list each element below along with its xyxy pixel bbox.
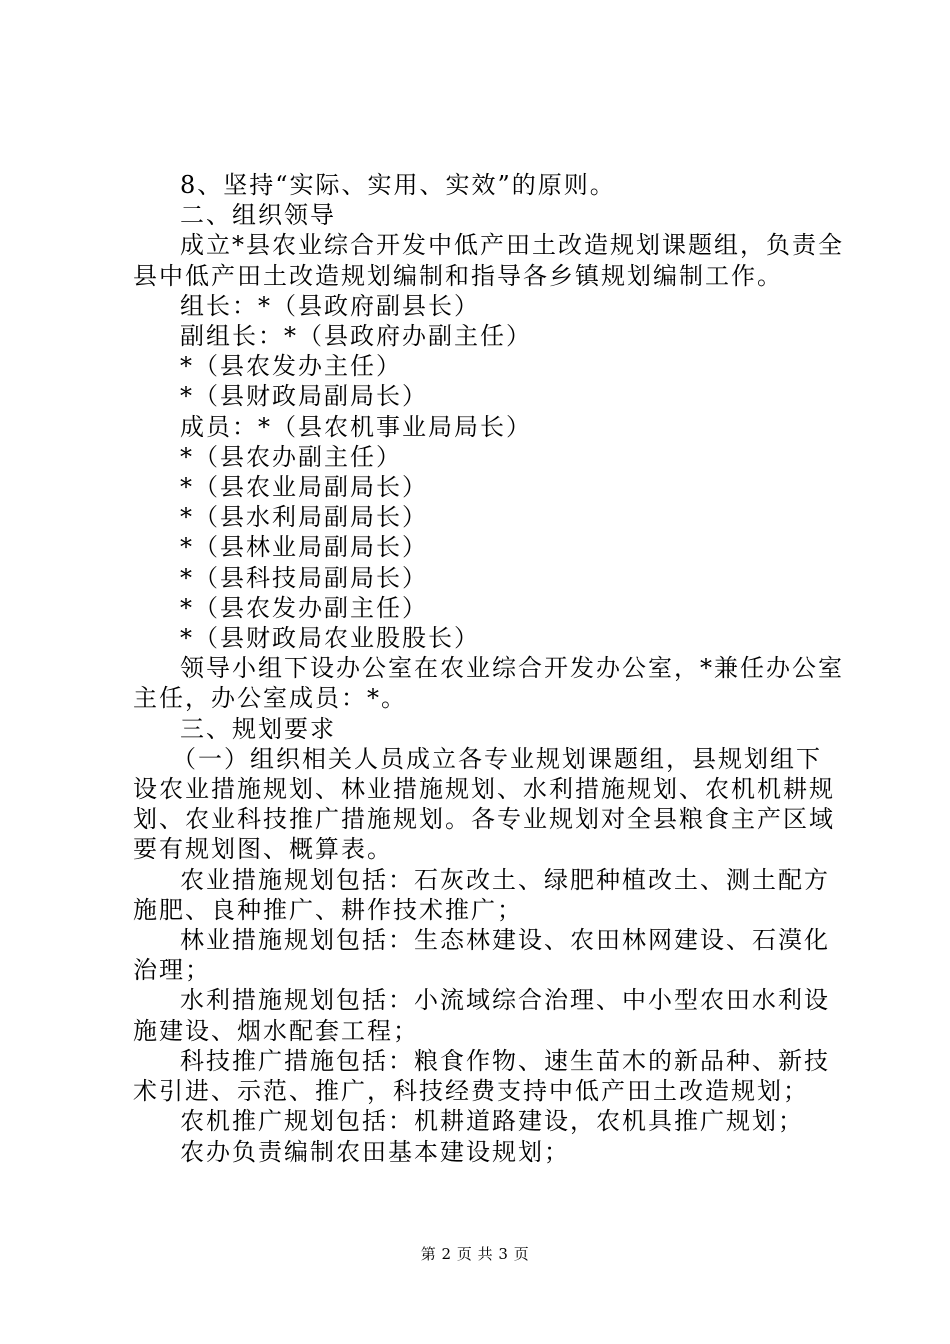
text-line: *（县财政局农业股股长） [180, 624, 480, 653]
text-line: 设农业措施规划、林业措施规划、水利措施规划、农机机耕规 [133, 775, 835, 804]
text-line: *（县农业局副局长） [180, 473, 428, 502]
text-line: 要有规划图、概算表。 [133, 835, 393, 864]
text-line: 主任，办公室成员：*。 [133, 684, 407, 713]
text-line: 施肥、良种推广、耕作技术推广； [133, 895, 523, 924]
text-line: 副组长：*（县政府办副主任） [180, 322, 532, 351]
text-line: *（县林业局副局长） [180, 533, 428, 562]
page-footer: 第 2 页 共 3 页 [420, 1245, 530, 1263]
text-line: 农机推广规划包括：机耕道路建设，农机具推广规划； [180, 1107, 804, 1136]
text-line: 施建设、烟水配套工程； [133, 1016, 419, 1045]
text-line: *（县农发办主任） [180, 352, 402, 381]
text-line: （一）组织相关人员成立各专业规划课题组，县规划组下 [172, 744, 822, 773]
text-line: 领导小组下设办公室在农业综合开发办公室，*兼任办公室 [180, 654, 844, 683]
text-line: *（县水利局副局长） [180, 503, 428, 532]
text-line: *（县财政局副局长） [180, 382, 428, 411]
text-line: 林业措施规划包括：生态林建设、农田林网建设、石漠化 [180, 926, 830, 955]
text-line: 县中低产田土改造规划编制和指导各乡镇规划编制工作。 [133, 261, 783, 290]
text-line: 农办负责编制农田基本建设规划； [180, 1137, 570, 1166]
text-line: 治理； [133, 956, 211, 985]
text-line: 科技推广措施包括：粮食作物、速生苗木的新品种、新技 [180, 1046, 830, 1075]
text-line: 组长：*（县政府副县长） [180, 291, 480, 320]
text-line: *（县农发办副主任） [180, 593, 428, 622]
text-line: 成员：*（县农机事业局局长） [180, 412, 532, 441]
text-line: 术引进、示范、推广，科技经费支持中低产田土改造规划； [133, 1077, 809, 1106]
text-line: 农业措施规划包括：石灰改土、绿肥种植改土、测土配方 [180, 865, 830, 894]
text-line: 三、规划要求 [180, 714, 336, 743]
text-line: *（县科技局副局长） [180, 563, 428, 592]
text-line: 成立*县农业综合开发中低产田土改造规划课题组，负责全 [180, 231, 844, 260]
text-line: 划、农业科技推广措施规划。各专业规划对全县粮食主产区域 [133, 805, 835, 834]
document-body [0, 170, 950, 1167]
text-line: 二、组织领导 [180, 201, 336, 230]
text-line: 8、坚持“实际、实用、实效”的原则。 [180, 171, 616, 199]
text-line: *（县农办副主任） [180, 442, 402, 471]
text-line: 水利措施规划包括：小流域综合治理、中小型农田水利设 [180, 986, 830, 1015]
